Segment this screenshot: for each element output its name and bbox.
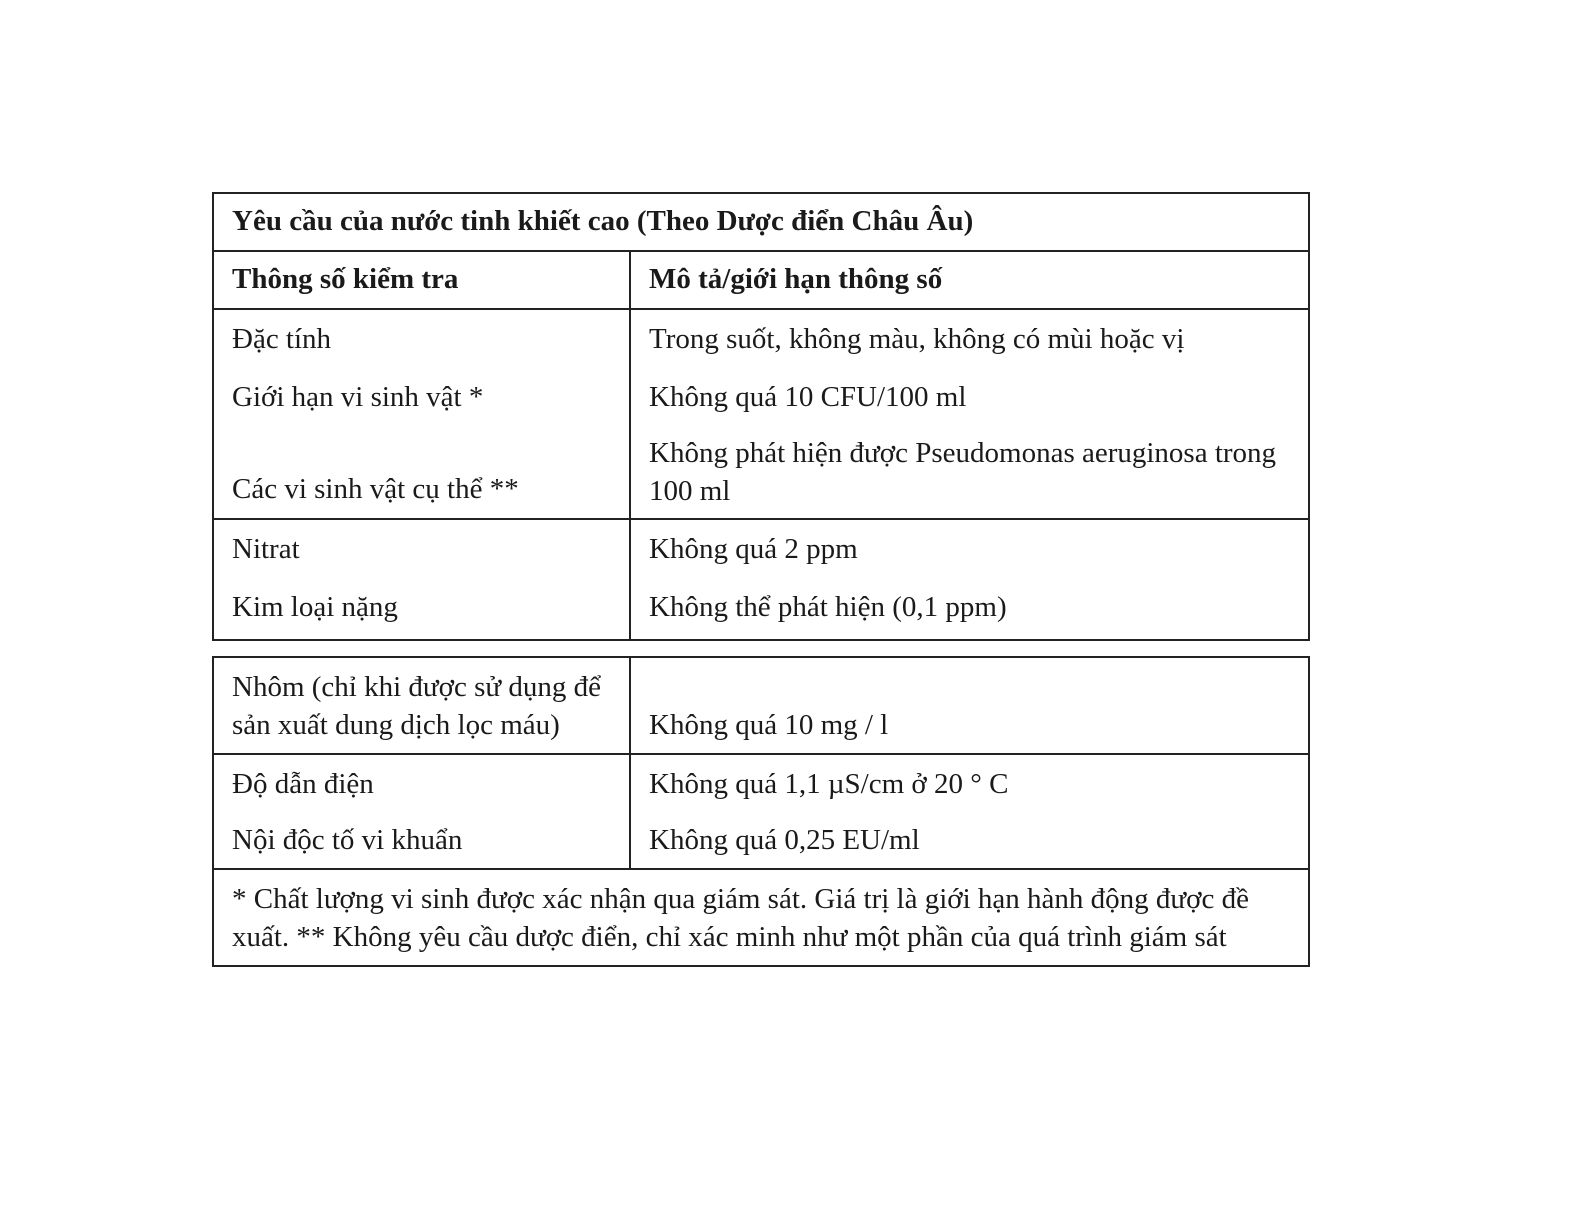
desc-cell (631, 755, 1308, 868)
param-nitrate: Nitrat (232, 533, 300, 565)
desc-cell (631, 310, 1308, 518)
table-row (214, 310, 1308, 520)
param-appearance: Đặc tính (232, 323, 332, 355)
desc-endotoxin: Không quá 0,25 EU/ml (649, 824, 920, 856)
desc-microbial-limit: Không quá 10 CFU/100 ml (649, 381, 967, 413)
header-desc: Mô tả/giới hạn thông số (649, 263, 943, 295)
table-row (214, 755, 1308, 870)
requirements-table-top (212, 192, 1310, 641)
desc-nitrate: Không quá 2 ppm (649, 533, 858, 565)
requirements-table-bottom (212, 656, 1310, 967)
header-desc-cell (631, 252, 1308, 308)
header-param-cell (214, 252, 631, 308)
desc-cell (631, 658, 1308, 753)
table-row (214, 520, 1308, 639)
table-title-row (214, 194, 1308, 252)
param-cell (214, 310, 631, 518)
table-header-row (214, 252, 1308, 310)
desc-aluminium: Không quá 10 mg / l (649, 709, 889, 741)
param-endotoxin: Nội độc tố vi khuẩn (232, 824, 463, 856)
table-row (214, 658, 1308, 755)
desc-heavy-metals: Không thể phát hiện (0,1 ppm) (649, 591, 1007, 623)
footnote: * Chất lượng vi sinh được xác nhận qua giám sát. Giá trị là giới hạn hành động được đề xuất. ** Không yêu cầu dược điển, chỉ xác minh như một phần của quá trình giám sát (232, 883, 1249, 953)
desc-specific-microbes: Không phát hiện được Pseudomonas aeruginosa trong 100 ml (649, 437, 1277, 507)
param-specific-microbes: Các vi sinh vật cụ thể ** (232, 473, 519, 505)
desc-cell (631, 520, 1308, 639)
footnote-cell (214, 870, 1308, 965)
param-aluminium: Nhôm (chỉ khi được sử dụng để sản xuất dung dịch lọc máu) (232, 671, 601, 741)
header-param: Thông số kiểm tra (232, 263, 459, 295)
param-microbial-limit: Giới hạn vi sinh vật * (232, 381, 484, 413)
param-heavy-metals: Kim loại nặng (232, 591, 398, 623)
param-cell (214, 755, 631, 868)
desc-conductivity: Không quá 1,1 µS/cm ở 20 ° C (649, 768, 1009, 800)
table-title-cell (214, 194, 1308, 250)
param-conductivity: Độ dẫn điện (232, 768, 374, 800)
param-cell (214, 520, 631, 639)
desc-appearance: Trong suốt, không màu, không có mùi hoặc vị (649, 323, 1185, 355)
param-cell (214, 658, 631, 753)
footnote-row (214, 870, 1308, 965)
table-title: Yêu cầu của nước tinh khiết cao (Theo Dược điển Châu Âu) (232, 205, 974, 237)
